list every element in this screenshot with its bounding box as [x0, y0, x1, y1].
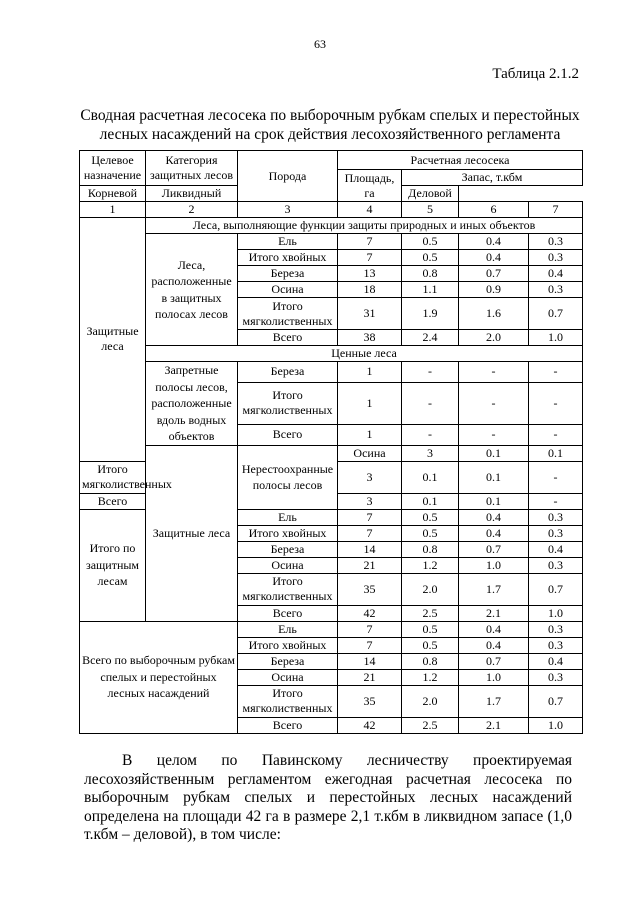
- cell-root-stock: 0.8: [402, 653, 459, 669]
- cell-area: 35: [338, 685, 402, 717]
- cell-area: 7: [338, 250, 402, 266]
- cell-area: 14: [338, 653, 402, 669]
- cell-root-stock: 2.5: [402, 605, 459, 621]
- cell-species: Ель: [238, 509, 338, 525]
- cell-species: Береза: [238, 541, 338, 557]
- table-row: [80, 621, 583, 637]
- cell-root-stock: 0.5: [402, 509, 459, 525]
- body-paragraph: В целом по Павинскому лесничеству проектируемая лесохозяйственным регламентом ежегодная расчетная лесосека по выборочным рубкам спелых и перестойных лесных насаждений определена на площади 42 га в размере 2,1 т.кбм в ликвидном запасе (1,0 т.кбм – деловой), в том числе:: [84, 752, 572, 844]
- header-business: Деловой: [402, 186, 459, 202]
- cell-liquid-stock: 0.4: [459, 637, 529, 653]
- cell-species: Всего: [238, 717, 338, 733]
- cell-liquid-stock: 0.1: [529, 445, 583, 461]
- cell-business-stock: 0.7: [529, 298, 583, 330]
- cell-liquid-stock: 0.9: [459, 282, 529, 298]
- cell-area: 38: [338, 330, 402, 346]
- cell-liquid-stock: 0.7: [459, 541, 529, 557]
- cell-area: 13: [338, 266, 402, 282]
- cell-species: Итого мягколиственных: [238, 573, 338, 605]
- cell-area: 21: [338, 557, 402, 573]
- cell-root-stock: -: [402, 382, 459, 424]
- cell-liquid-stock: 2.1: [459, 605, 529, 621]
- cell-area: 7: [338, 637, 402, 653]
- cell-area: 7: [338, 621, 402, 637]
- cell-business-stock: 0.4: [529, 266, 583, 282]
- cell-liquid-stock: 1.6: [459, 298, 529, 330]
- cell-species: Итого хвойных: [238, 250, 338, 266]
- cell-area: 7: [338, 234, 402, 250]
- cell-species: Всего: [80, 493, 146, 509]
- column-number: 4: [338, 202, 402, 218]
- table-row: [80, 362, 583, 383]
- header-area: Площадь, га: [338, 170, 402, 202]
- cell-area: 42: [338, 717, 402, 733]
- cell-business-stock: -: [529, 362, 583, 383]
- cell-area: 3: [338, 461, 402, 493]
- cell-liquid-stock: 1.7: [459, 573, 529, 605]
- cell-area: 18: [338, 282, 402, 298]
- column-number: 1: [80, 202, 146, 218]
- cell-root-stock: -: [402, 362, 459, 383]
- cell-species: Осина: [238, 669, 338, 685]
- table-label: Таблица 2.1.2: [492, 66, 579, 82]
- cell-business-stock: -: [529, 424, 583, 445]
- cell-area: 7: [338, 525, 402, 541]
- cell-species: Ель: [238, 234, 338, 250]
- cell-root-stock: 1.2: [402, 669, 459, 685]
- cell-area: 1: [338, 362, 402, 383]
- cell-liquid-stock: 1.7: [459, 685, 529, 717]
- cell-liquid-stock: 0.1: [459, 493, 529, 509]
- cell-root-stock: 1.9: [402, 298, 459, 330]
- table-row: [80, 445, 583, 461]
- cell-liquid-stock: 0.4: [459, 250, 529, 266]
- cell-species: Итого мягколиственных: [80, 461, 146, 493]
- cell-liquid-stock: 0.4: [459, 525, 529, 541]
- header-purpose: Целевое назначение: [80, 151, 146, 186]
- cell-area: 3: [338, 493, 402, 509]
- cell-root-stock: 0.5: [402, 637, 459, 653]
- section-heading: Леса, выполняющие функции защиты природных и иных объектов: [146, 218, 583, 234]
- cell-root-stock: 0.8: [402, 541, 459, 557]
- cell-liquid-stock: 0.4: [459, 509, 529, 525]
- cell-business-stock: -: [529, 493, 583, 509]
- cell-area: 7: [338, 509, 402, 525]
- cell-liquid-stock: 0.4: [459, 234, 529, 250]
- purpose-protective: Защитные леса: [80, 218, 146, 462]
- category-cell: Запретные полосы лесов, расположенные вдоль водных объектов: [146, 362, 238, 446]
- cell-root-stock: 2.4: [402, 330, 459, 346]
- cell-area: 3: [402, 445, 459, 461]
- cell-business-stock: 0.7: [529, 685, 583, 717]
- total-label: Всего по выборочным рубкам спелых и перестойных лесных насаждений: [80, 621, 238, 733]
- cell-business-stock: 0.3: [529, 525, 583, 541]
- header-calc: Расчетная лесосека: [338, 151, 583, 170]
- cell-root-stock: -: [402, 424, 459, 445]
- cell-business-stock: 0.3: [529, 669, 583, 685]
- cell-liquid-stock: 0.7: [459, 266, 529, 282]
- cell-species: Итого мягколиственных: [238, 382, 338, 424]
- cell-area: 1: [338, 382, 402, 424]
- cell-root-stock: 0.1: [459, 445, 529, 461]
- column-number: 3: [238, 202, 338, 218]
- cell-business-stock: 0.3: [529, 234, 583, 250]
- cell-business-stock: 1.0: [529, 605, 583, 621]
- section-heading: Ценные леса: [146, 346, 583, 362]
- cell-root-stock: 1.1: [402, 282, 459, 298]
- cell-area: 31: [338, 298, 402, 330]
- header-root: Корневой: [80, 186, 146, 202]
- cell-root-stock: 0.1: [402, 461, 459, 493]
- cell-area: 35: [338, 573, 402, 605]
- cell-species: Итого мягколиственных: [238, 298, 338, 330]
- cell-species: Всего: [238, 330, 338, 346]
- cell-business-stock: 0.3: [529, 509, 583, 525]
- cell-species: Осина: [338, 445, 402, 461]
- cell-business-stock: 0.4: [529, 541, 583, 557]
- cell-area: 1: [338, 424, 402, 445]
- cell-business-stock: 0.3: [529, 250, 583, 266]
- header-category: Категория защитных лесов: [146, 151, 238, 186]
- cell-species: Итого хвойных: [238, 637, 338, 653]
- cell-root-stock: 0.5: [402, 234, 459, 250]
- cell-species: Итого хвойных: [238, 525, 338, 541]
- cell-liquid-stock: -: [459, 424, 529, 445]
- cell-root-stock: 0.8: [402, 266, 459, 282]
- cell-business-stock: 0.3: [529, 621, 583, 637]
- cell-business-stock: 1.0: [529, 330, 583, 346]
- cell-business-stock: 0.3: [529, 282, 583, 298]
- column-number: 7: [529, 202, 583, 218]
- cell-business-stock: 0.3: [529, 557, 583, 573]
- cell-liquid-stock: -: [459, 362, 529, 383]
- cell-liquid-stock: 2.1: [459, 717, 529, 733]
- cell-area: 14: [338, 541, 402, 557]
- cell-root-stock: 0.5: [402, 621, 459, 637]
- cell-species: Береза: [238, 653, 338, 669]
- cell-species: Осина: [238, 557, 338, 573]
- column-number: 2: [146, 202, 238, 218]
- cell-species: Всего: [238, 605, 338, 621]
- purpose-protective: Защитные леса: [146, 445, 238, 621]
- cell-root-stock: 0.1: [402, 493, 459, 509]
- cell-business-stock: -: [529, 382, 583, 424]
- cell-root-stock: 2.0: [402, 685, 459, 717]
- cell-root-stock: 1.2: [402, 557, 459, 573]
- cell-species: Осина: [238, 282, 338, 298]
- header-species: Порода: [238, 151, 338, 202]
- page-number: 63: [314, 37, 326, 51]
- category-cell: Итого по защитным лесам: [80, 509, 146, 621]
- cell-business-stock: 0.4: [529, 653, 583, 669]
- cell-species: Береза: [238, 266, 338, 282]
- cell-business-stock: -: [529, 461, 583, 493]
- category-cell: Леса, расположенные в защитных полосах лесов: [146, 234, 238, 346]
- cell-root-stock: 0.5: [402, 250, 459, 266]
- cell-liquid-stock: 0.1: [459, 461, 529, 493]
- cell-species: Итого мягколиственных: [238, 685, 338, 717]
- cell-species: Береза: [238, 362, 338, 383]
- table-title: Сводная расчетная лесосека по выборочным рубкам спелых и перестойных лесных насаждений на срок действия лесохозяйственного регламента: [80, 107, 580, 143]
- column-number: 6: [459, 202, 529, 218]
- cell-liquid-stock: 0.4: [459, 621, 529, 637]
- cell-liquid-stock: 1.0: [459, 669, 529, 685]
- column-number: 5: [402, 202, 459, 218]
- cell-species: Ель: [238, 621, 338, 637]
- table-row: [80, 346, 583, 362]
- category-cell: Нерестоохранные полосы лесов: [238, 445, 338, 509]
- cell-liquid-stock: 1.0: [459, 557, 529, 573]
- cell-liquid-stock: 0.7: [459, 653, 529, 669]
- cell-area: 21: [338, 669, 402, 685]
- header-liquid: Ликвидный: [146, 186, 238, 202]
- header-stock: Запас, т.кбм: [402, 170, 583, 186]
- cell-business-stock: 1.0: [529, 717, 583, 733]
- cell-business-stock: 0.7: [529, 573, 583, 605]
- cell-liquid-stock: 2.0: [459, 330, 529, 346]
- cell-area: 42: [338, 605, 402, 621]
- forest-cutting-table: [79, 150, 583, 734]
- cell-root-stock: 2.5: [402, 717, 459, 733]
- cell-business-stock: 0.3: [529, 637, 583, 653]
- cell-root-stock: 0.5: [402, 525, 459, 541]
- table-row: [80, 218, 583, 234]
- cell-liquid-stock: -: [459, 382, 529, 424]
- cell-species: Всего: [238, 424, 338, 445]
- cell-root-stock: 2.0: [402, 573, 459, 605]
- table-row: [80, 234, 583, 250]
